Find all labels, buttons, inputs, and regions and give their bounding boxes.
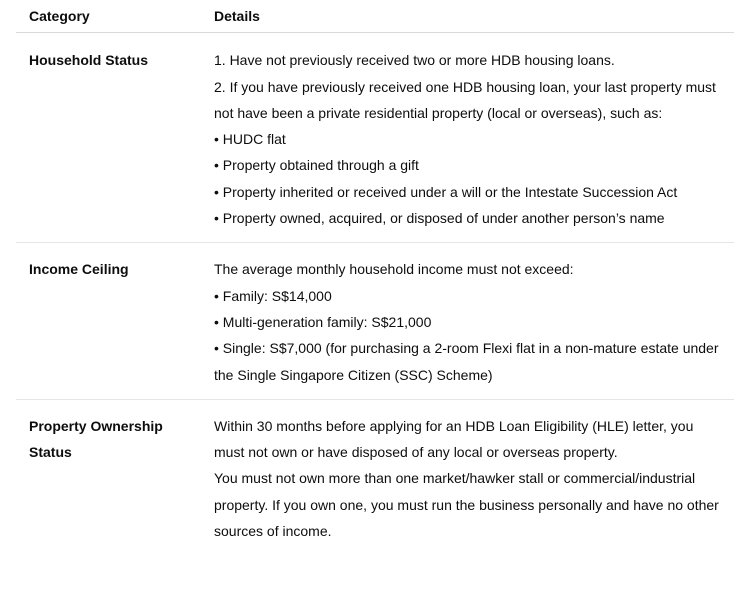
detail-line: • Family: S$14,000 — [214, 287, 332, 304]
column-header-category: Category — [29, 8, 90, 24]
table-row-income-ceiling — [16, 243, 734, 399]
detail-line: Within 30 months before applying for an HDB Loan Eligibility (HLE) letter, you must not own or have disposed of any local or overseas property. — [214, 417, 694, 461]
table-header-row — [16, 0, 734, 33]
details-cell — [201, 47, 734, 231]
details-cell — [201, 413, 734, 544]
table-row-household-status — [16, 33, 734, 243]
detail-line: 2. If you have previously received one HDB housing loan, your last property must not have been a private residential property (local or overseas), such as: — [214, 78, 716, 121]
column-header-details: Details — [214, 8, 260, 24]
eligibility-table — [16, 0, 734, 555]
detail-line: You must not own more than one market/hawker stall or commercial/industrial property. If you own one, you must run the business personally and have no other sources of income. — [214, 470, 719, 540]
table-row-property-ownership-status — [16, 400, 734, 555]
detail-line: The average monthly household income must not exceed: — [214, 261, 574, 278]
detail-line: • Property obtained through a gift — [214, 157, 419, 174]
category-cell: Household Status — [29, 52, 149, 69]
details-cell — [201, 256, 734, 387]
detail-line: • Multi-generation family: S$21,000 — [214, 313, 432, 330]
detail-line: • Property owned, acquired, or disposed of under another person’s name — [214, 210, 665, 227]
detail-line: 1. Have not previously received two or more HDB housing loans. — [214, 52, 615, 69]
category-cell: Income Ceiling — [29, 261, 129, 278]
detail-line: • Single: S$7,000 (for purchasing a 2-room Flexi flat in a non-mature estate under the Single Singapore Citizen (SSC) Scheme) — [214, 340, 719, 383]
category-cell: Property Ownership Status — [29, 417, 163, 460]
detail-line: • HUDC flat — [214, 131, 286, 148]
detail-line: • Property inherited or received under a will or the Intestate Succession Act — [214, 183, 678, 200]
